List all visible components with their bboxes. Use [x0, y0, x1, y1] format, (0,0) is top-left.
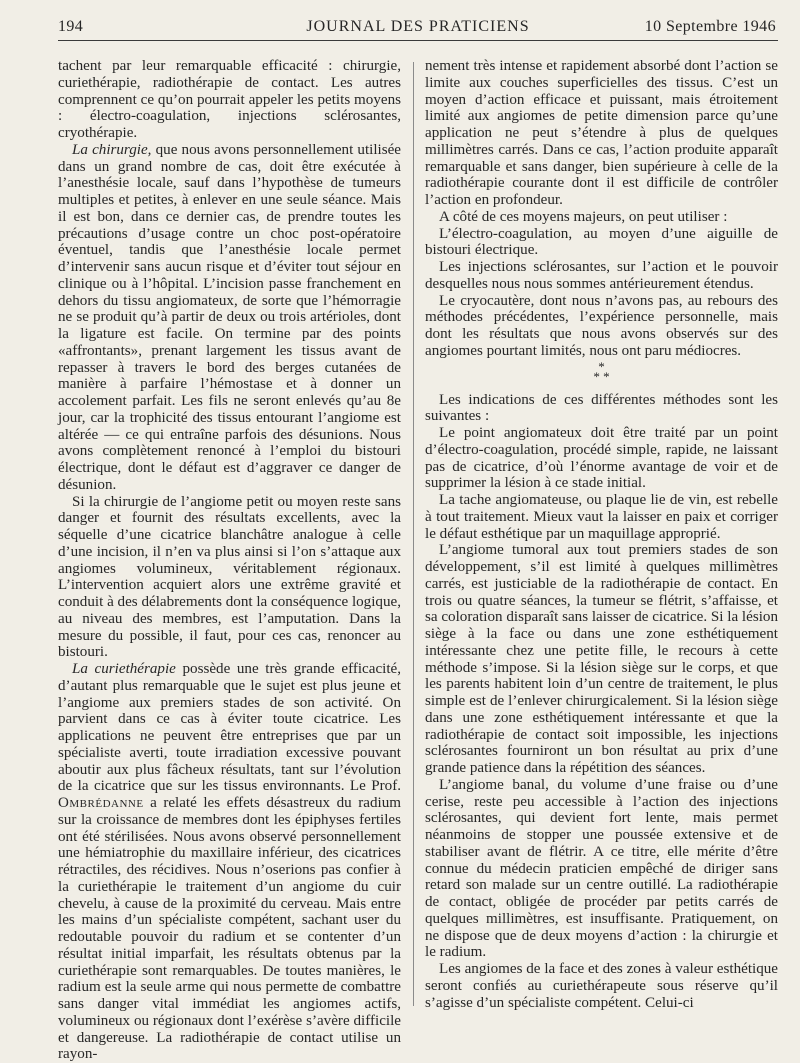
author-name: Ombrédanne	[58, 795, 144, 811]
page-number: 194	[58, 18, 84, 35]
journal-title: JOURNAL DES PRATICIENS	[306, 18, 530, 35]
issue-date: 10 Septembre 1946	[644, 18, 776, 35]
left-column	[58, 58, 402, 1063]
paragraph-text: que nous avons personnellement utilisée dans un grand nombre de cas, doit être exécutée à l’anesthésie locale, sauf dans l’hypothèse de tumeurs multiples et petites, à enlever en une seule séance. Mais il est bon, dans ce dernier cas, de prendre toutes les précautions d’usage contre un choc post-opératoire éventuel, tandis que l’anesthésie locale permet d’intervenir sans aucun risque et d’éviter tout séjour en clinique ou à l’hôpital. L’incision passe franchement en dehors du tissu angiomateux, de sorte que l’hémorragie ne se produit qu’à partir de deux ou trois artérioles, dont la ligature est facile. On termine par des points «affrontants», prenant largement les tissus avant de repasser à travers le bord des berges cutanées de manière à parfaire l’hémostase et à donner un accolement parfait. Les fils ne seront enlevés qu’au 8e jour, car la trophicité des tissus entourant l’angiome est altérée — ce qui entraîne parfois des désunions. Nous avons complètement renoncé à l’emploi du bistouri électrique, dont le défaut est d’aggraver ce danger de désunion.	[58, 141, 401, 493]
paragraph: tachent par leur remarquable efficacité : chirurgie, curiethérapie, radiothérapie de contact. Les autres comprennent ce qu’on pourrait appeler les petits moyens : électro-coagulation, injections sclérosantes, cryothérapie.	[58, 58, 401, 141]
paragraph: Les injections sclérosantes, sur l’action et le pouvoir desquelles nous nous sommes antérieurement étendus.	[425, 259, 778, 292]
paragraph: A côté de ces moyens majeurs, on peut utiliser :	[439, 208, 728, 225]
paragraph-curietherapy	[58, 661, 401, 1063]
paragraph: Le point angiomateux doit être traité par un point d’électro-coagulation, procédé simple, rapide, ne laissant pas de cicatrice, d’où l’énorme avantage de voir et de supprimer la lésion à ce stade initial.	[425, 425, 778, 492]
section-lead-surgery: La chirurgie,	[72, 141, 152, 158]
paragraph: Le cryocautère, dont nous n’avons pas, au rebours des méthodes précédentes, l’expérience personnelle, mais dont les résultats que nous avons observés sur des angiomes pourtant limités, nous ont paru médiocres.	[425, 292, 778, 359]
paragraph: L’électro-coagulation, au moyen d’une aiguille de bistouri électrique.	[425, 225, 778, 259]
right-column	[425, 58, 778, 1010]
paragraph: Si la chirurgie de l’angiome petit ou moyen reste sans danger et fournit des résultats excellents, avec la séquelle d’une cicatrice blanchâtre analogue à celle d’une incision, il n’en va plus ainsi si l’on s’attaque aux angiomes volumineux, véritablement régionaux. L’intervention acquiert alors une extrême gravité et conduit à des délabrements dont la conséquence logique, au niveau des membres, est l’amputation. Dans la mesure du possible, il faut, pour ces cas, renoncer au bistouri.	[58, 493, 401, 661]
section-separator: * * *	[593, 358, 610, 384]
paragraph-text: a relaté les effets désastreux du radium sur la croissance de membres dont les épiphyses fertiles ont été stérilisées. Nous avons observé personnellement une hémiatrophie du maxillaire inférieur, des cicatrices rétractiles, des récidives. Nous n’oserions pas confier à la curiethérapie le traitement d’un angiome du cuir chevelu, à cause de la proximité du cerveau. Mais entre les mains d’un spécialiste compétent, sachant user du redoutable pouvoir du radium et se contenter d’un résultat initial imparfait, les résultats obtenus par la curiethérapie sont remarquables. De toutes manières, le radium est la seule arme qui nous permette de combattre sans danger vital immédiat les angiomes actifs, volumineux ou régionaux dont l’exérèse s’avère difficile et dangereuse. La radiothérapie de contact utilise un rayon-	[58, 795, 401, 1063]
paragraph: Les angiomes de la face et des zones à valeur esthétique seront confiés au curiethérapeute sous réserve qu’il s’agisse d’un spécialiste compétent. Celui-ci	[425, 961, 778, 1011]
paragraph: L’angiome banal, du volume d’une fraise ou d’une cerise, reste peu accessible à l’action des injections sclérosantes, qui devient fort lente, mais permet néanmoins de stopper une poussée extensive et de stabiliser avant de flétrir. A ce titre, elle mérite d’être connue du médecin praticien empêché de diriger sans retard son malade sur un centre outillé. La radiothérapie de contact, obligée de procéder par petits carrés de quelques millimètres, est insuffisante. Pratiquement, on ne dispose que de deux moyens d’action : la chirurgie et le radium.	[425, 776, 778, 961]
paragraph: La tache angiomateuse, ou plaque lie de vin, est rebelle à tout traitement. Mieux vaut la laisser en paix et corriger le défaut esthétique par un maquillage approprié.	[425, 492, 778, 542]
section-lead-curietherapy: La curiethérapie	[72, 661, 176, 677]
paragraph: Les indications de ces différentes méthodes sont les suivantes :	[425, 391, 778, 425]
paragraph: L’angiome tumoral aux tout premiers stades de son développement, s’il est limité à quelques millimètres carrés, est justiciable de la radiothérapie de contact. En trois ou quatre séances, la tumeur se flétrit, s’affaisse, et sa coloration disparaît sans laisser de cicatrice. Si la lésion siège à la face ou dans une zone esthétiquement intéressante chez une petite fille, le recours à cette méthode s’impose. Si la lésion siège sur le corps, et que les parents habitent loin d’un centre de traitement, le plus simple est de l’enlever chirurgicalement. Si la lésion siège dans une zone esthétiquement intéressante et que la radiothérapie de contact soit impossible, les injections sclérosantes fourniront un bon résultat au prix d’une grande patience dans la répétition des séances.	[425, 542, 778, 776]
paragraph-surgery	[58, 142, 401, 494]
paragraph: nement très intense et rapidement absorbé dont l’action se limite aux couches superficielles des tissus. C’est un moyen d’action efficace et puissant, mais étroitement limité aux angiomes de petite dimension parce qu’une application ne peut s’étendre à plus de quelques millimètres carrés. Dans ce cas, l’action produite apparaît remarquable et sans danger, bien supérieure à celle de la radiothérapie courante dont il est difficile de contrôler l’action en profondeur.	[425, 58, 778, 208]
column-divider	[413, 62, 414, 1006]
paragraph-text: possède une très grande efficacité, d’autant plus remarquable que le sujet est plus jeune et l’angiome aux premiers stades de son activité. On parvient dans ce cas à éviter toute cicatrice. Les applications ne peuvent être entreprises que par un spécialiste averti, toute irradiation excessive pouvant aboutir aux plus fâcheux résultats, tant sur l’évolution de la cicatrice que sur les tissus environnants. Le Prof.	[58, 661, 402, 795]
page-header	[58, 14, 778, 41]
